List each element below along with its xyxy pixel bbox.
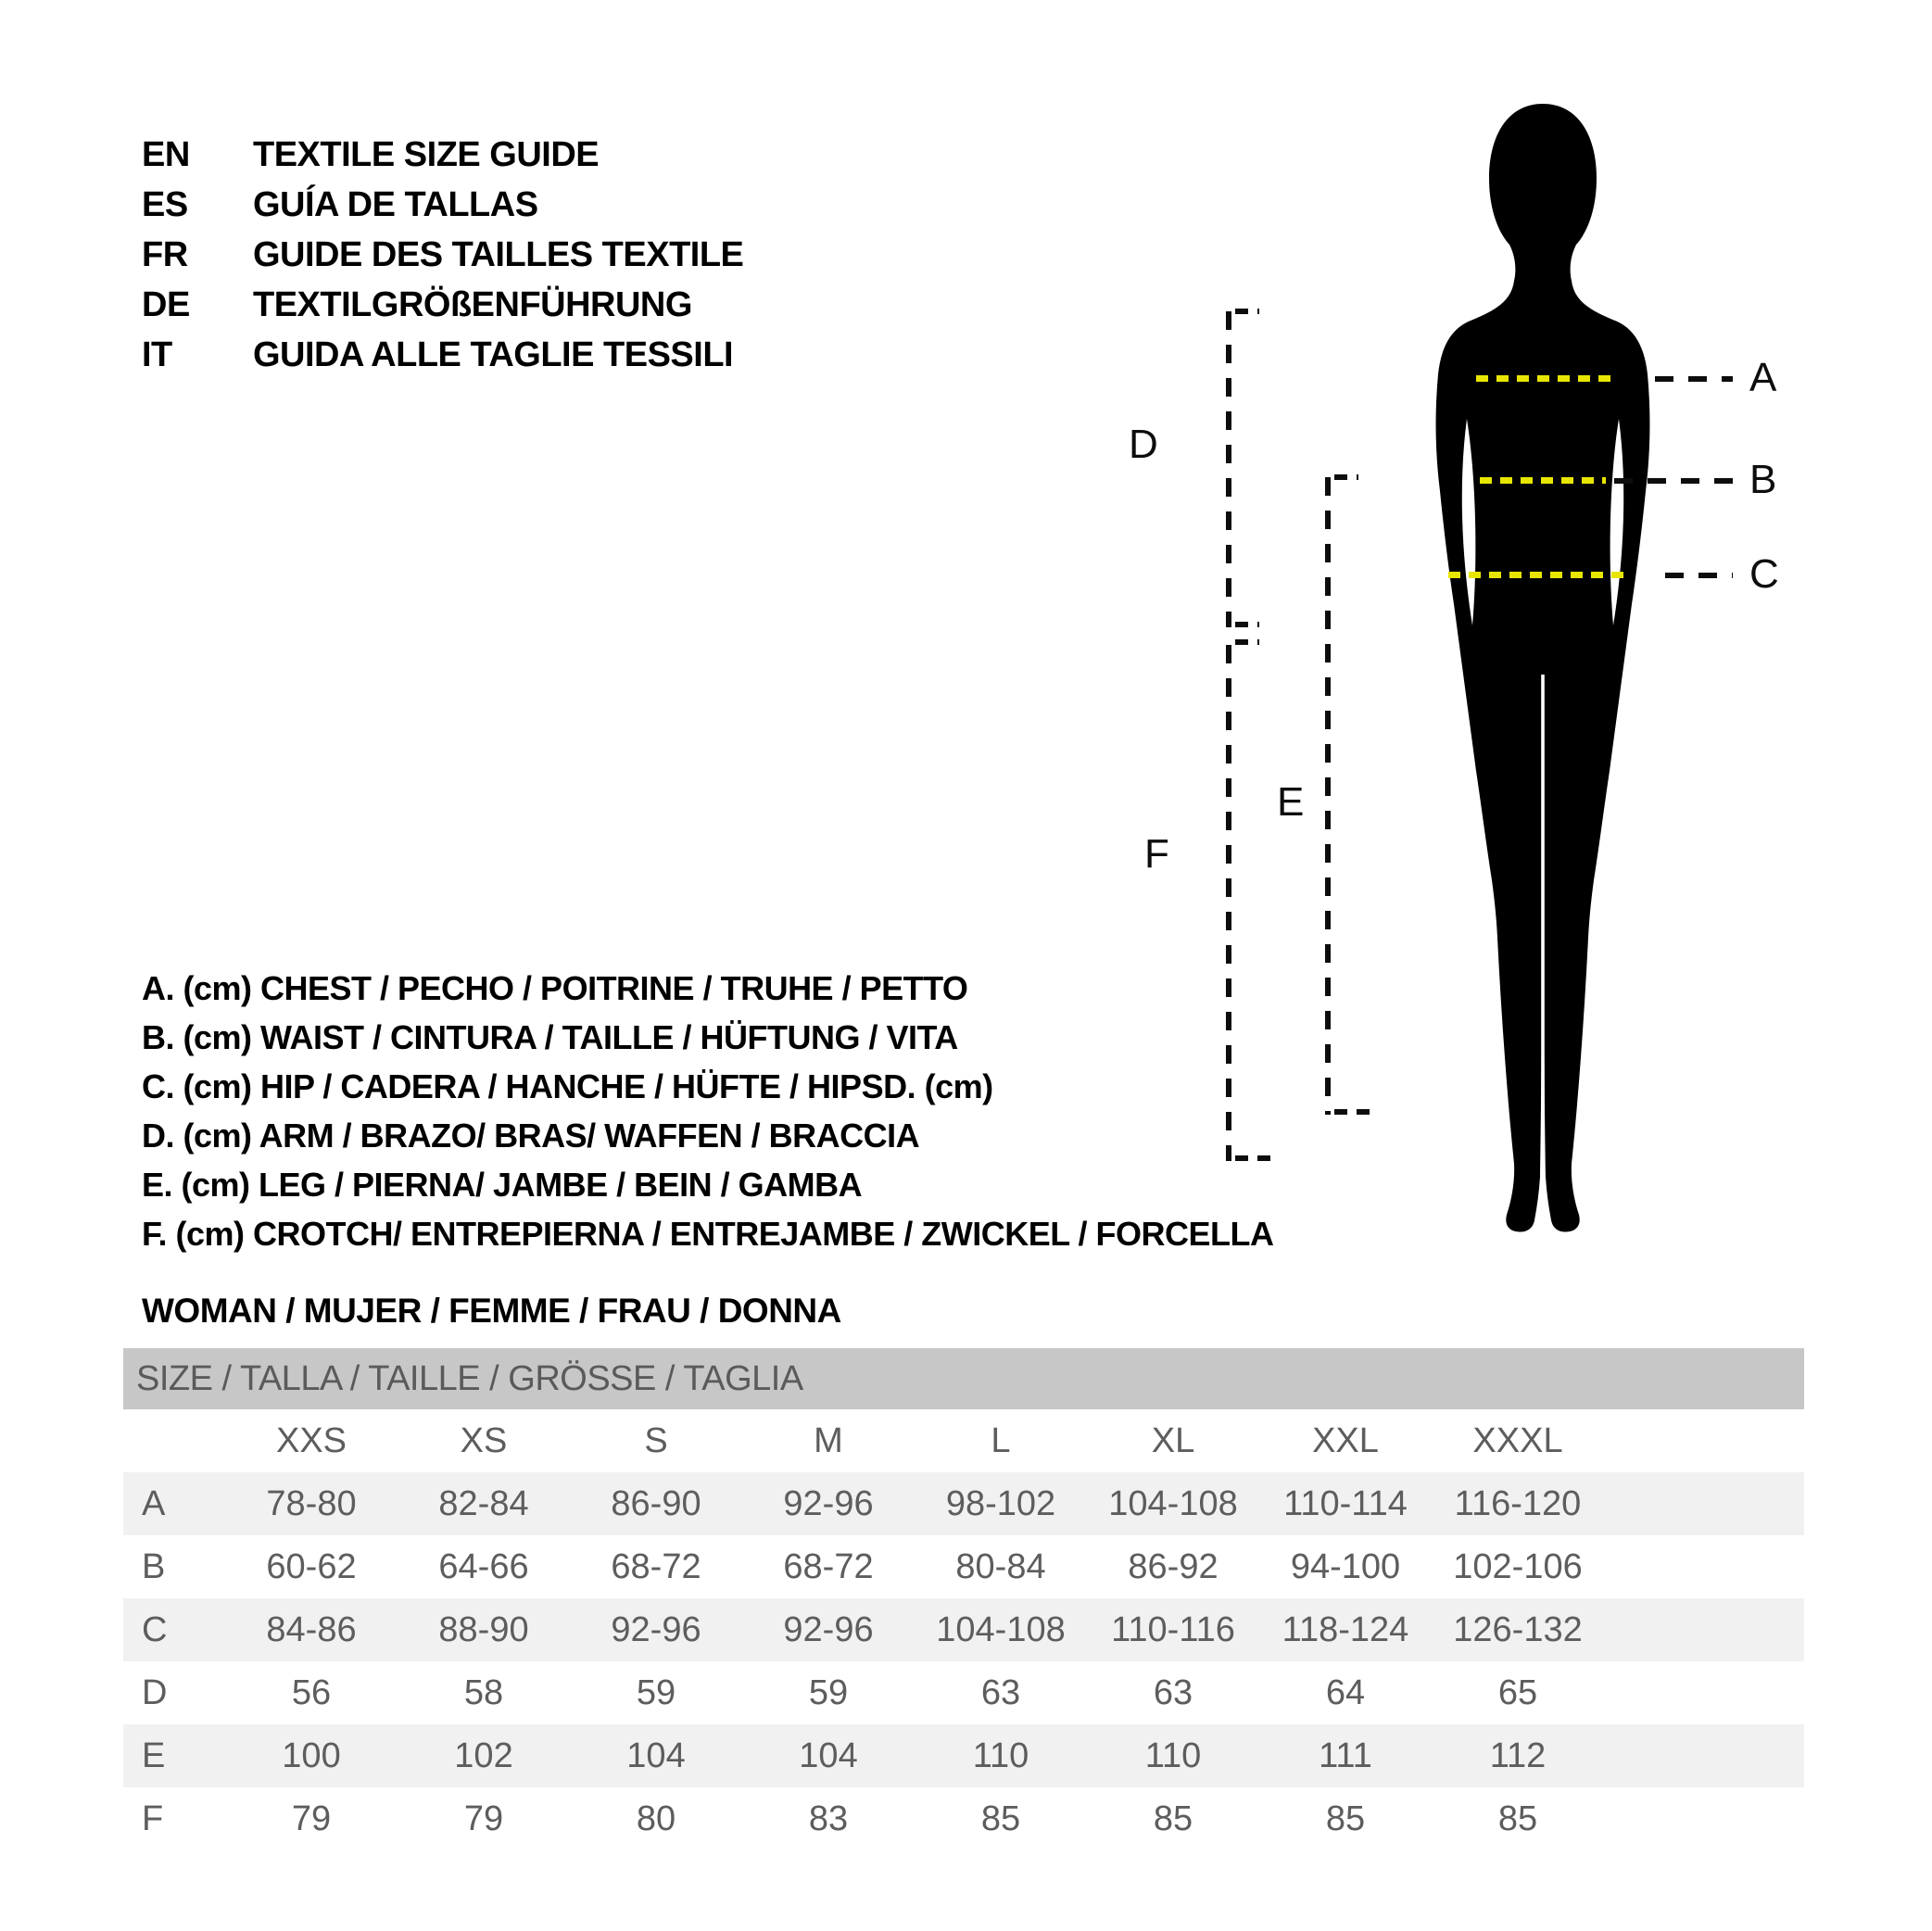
language-code: ES: [142, 184, 188, 224]
size-cell: 85: [1153, 1798, 1193, 1838]
chest-line-connector: [1655, 376, 1733, 382]
size-cell: 63: [980, 1672, 1021, 1712]
leg-measure-line: [1325, 477, 1331, 1115]
hip-line-connector: [1665, 573, 1733, 578]
language-row-en: [142, 130, 743, 180]
measure-label-e: E: [1277, 779, 1305, 825]
size-table-title: SIZE / TALLA / TAILLE / GRÖSSE / TAGLIA: [136, 1358, 803, 1398]
size-cell: 85: [1497, 1798, 1538, 1838]
table-row-a: [123, 1472, 1804, 1535]
chest-line-yellow: [1476, 375, 1615, 382]
size-cell: 64-66: [438, 1546, 529, 1586]
size-col-xxl: XXL: [1312, 1420, 1379, 1460]
legend-line-chest: A. (cm) CHEST / PECHO / POITRINE / TRUHE / PETTO: [142, 968, 968, 1007]
size-cell: 104: [626, 1735, 686, 1775]
size-cell: 104-108: [1108, 1483, 1238, 1523]
size-col-s: S: [644, 1420, 668, 1460]
size-cell: 98-102: [945, 1483, 1056, 1523]
size-table-header-bar: [123, 1348, 1804, 1409]
audience-heading: WOMAN / MUJER / FEMME / FRAU / DONNA: [142, 1292, 841, 1330]
measure-label-b: B: [1749, 457, 1777, 502]
row-label: E: [142, 1735, 166, 1775]
size-cell: 104-108: [936, 1609, 1066, 1649]
measure-label-f: F: [1144, 831, 1169, 877]
table-row-f: [123, 1787, 1804, 1850]
page-title: TEXTILE SIZE GUIDE: [253, 134, 600, 174]
size-cell: 79: [463, 1798, 504, 1838]
waist-line-connector: [1614, 478, 1733, 484]
size-cell: 92-96: [783, 1609, 874, 1649]
size-cell: 126-132: [1453, 1609, 1583, 1649]
language-code: IT: [142, 334, 172, 374]
size-cell: 86-92: [1128, 1546, 1219, 1586]
page-title-de: TEXTILGRÖßENFÜHRUNG: [253, 284, 692, 324]
size-col-xxs: XXS: [275, 1420, 347, 1460]
size-cell: 56: [291, 1672, 332, 1712]
legend-line-arm: D. (cm) ARM / BRAZO/ BRAS/ WAFFEN / BRACCIA: [142, 1116, 920, 1155]
row-label: B: [142, 1546, 166, 1586]
size-cell: 116-120: [1454, 1483, 1582, 1523]
size-cell: 102: [454, 1735, 513, 1775]
language-row-it: [142, 330, 743, 380]
size-cell: 84-86: [266, 1609, 357, 1649]
size-col-xxxl: XXXL: [1472, 1420, 1563, 1460]
woman-silhouette: [1362, 97, 1724, 1246]
legend-line-hip: C. (cm) HIP / CADERA / HANCHE / HÜFTE / HIPSD. (cm): [142, 1066, 993, 1105]
size-header-row: [123, 1409, 1804, 1472]
waist-line-yellow: [1480, 477, 1606, 484]
page-title-fr: GUIDE DES TAILLES TEXTILE: [253, 234, 744, 274]
size-cell: 88-90: [438, 1609, 529, 1649]
legend-line-waist: B. (cm) WAIST / CINTURA / TAILLE / HÜFTUNG / VITA: [142, 1017, 958, 1056]
size-cell: 79: [291, 1798, 332, 1838]
size-cell: 100: [282, 1735, 341, 1775]
hip-line-yellow: [1448, 572, 1628, 578]
size-cell: 85: [980, 1798, 1021, 1838]
size-cell: 59: [808, 1672, 849, 1712]
leg-gap: [1541, 675, 1545, 1207]
row-label: F: [142, 1798, 164, 1838]
size-cell: 85: [1325, 1798, 1366, 1838]
size-cell: 58: [463, 1672, 504, 1712]
measurement-legend: [142, 964, 1274, 1258]
size-cell: 102-106: [1453, 1546, 1583, 1586]
size-cell: 78-80: [266, 1483, 357, 1523]
size-col-m: M: [814, 1420, 843, 1460]
size-cell: 111: [1319, 1735, 1372, 1775]
row-label: D: [142, 1672, 168, 1712]
size-cell: 60-62: [266, 1546, 357, 1586]
crotch-line-top-tick: [1235, 639, 1259, 645]
size-cell: 110-116: [1111, 1609, 1235, 1649]
language-code: FR: [142, 234, 188, 274]
language-row-de: [142, 280, 743, 330]
size-cell: 112: [1489, 1735, 1547, 1775]
size-cell: 86-90: [611, 1483, 701, 1523]
leg-line-bottom-tick: [1334, 1109, 1371, 1115]
size-cell: 80-84: [955, 1546, 1046, 1586]
size-cell: 82-84: [438, 1483, 529, 1523]
size-col-l: L: [991, 1420, 1011, 1460]
size-cell: 59: [636, 1672, 676, 1712]
page-title-it: GUIDA ALLE TAGLIE TESSILI: [253, 334, 734, 374]
size-cell: 68-72: [611, 1546, 701, 1586]
size-col-xs: XS: [460, 1420, 508, 1460]
size-col-xl: XL: [1151, 1420, 1195, 1460]
size-cell: 68-72: [783, 1546, 874, 1586]
measure-label-c: C: [1749, 551, 1779, 597]
size-cell: 64: [1325, 1672, 1366, 1712]
size-cell: 83: [808, 1798, 849, 1838]
language-title-list: [142, 130, 743, 380]
leg-line-top-tick: [1334, 474, 1358, 480]
table-row-e: [123, 1724, 1804, 1787]
language-row-fr: [142, 230, 743, 280]
size-cell: 110-114: [1283, 1483, 1408, 1523]
language-code: DE: [142, 284, 190, 324]
measure-label-a: A: [1749, 355, 1777, 400]
arm-measure-line: [1226, 311, 1231, 627]
measure-label-d: D: [1129, 422, 1158, 467]
language-code: EN: [142, 134, 190, 174]
row-label: C: [142, 1609, 168, 1649]
size-cell: 110: [972, 1735, 1029, 1775]
size-cell: 63: [1153, 1672, 1193, 1712]
arm-line-top-tick: [1235, 309, 1259, 314]
page-title-es: GUÍA DE TALLAS: [253, 184, 538, 224]
table-row-d: [123, 1661, 1804, 1724]
size-cell: 92-96: [783, 1483, 874, 1523]
size-cell: 110: [1144, 1735, 1202, 1775]
legend-line-leg: E. (cm) LEG / PIERNA/ JAMBE / BEIN / GAMBA: [142, 1165, 863, 1204]
language-row-es: [142, 180, 743, 230]
table-row-b: [123, 1535, 1804, 1598]
size-cell: 80: [636, 1798, 676, 1838]
size-cell: 118-124: [1282, 1609, 1409, 1649]
size-cell: 92-96: [611, 1609, 701, 1649]
size-cell: 94-100: [1290, 1546, 1401, 1586]
size-cell: 104: [799, 1735, 858, 1775]
table-row-c: [123, 1598, 1804, 1661]
legend-line-crotch: F. (cm) CROTCH/ ENTREPIERNA / ENTREJAMBE / ZWICKEL / FORCELLA: [142, 1214, 1274, 1253]
size-table: [123, 1348, 1804, 1850]
row-label: A: [142, 1483, 166, 1523]
arm-line-bottom-tick: [1235, 622, 1259, 627]
size-cell: 65: [1497, 1672, 1538, 1712]
